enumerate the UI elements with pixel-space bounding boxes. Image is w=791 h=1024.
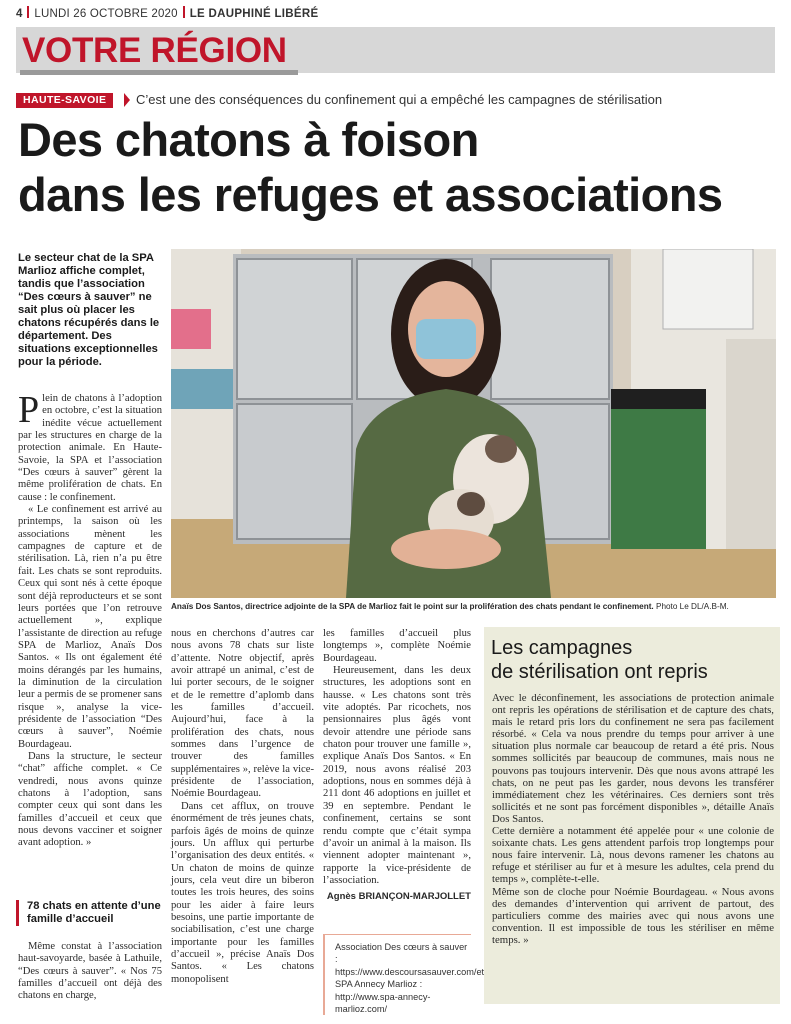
article-column-2 (171, 628, 314, 986)
photo-illustration (171, 249, 776, 598)
sidebar-body (492, 692, 774, 946)
article-paragraph: Plein de chatons à l’adoption en octobre, c’est la situation inédite vécue actuellement par les structures en charge de la protection animale. En Haute-Savoie, la SPA et l’association “Des cœurs à sauver” gèrent la même prolifération de chats. En cause : le confinement. (18, 389, 162, 503)
newspaper-name: LE DAUPHINÉ LIBÉRÉ (189, 8, 319, 20)
article-paragraph: nous en cherchons d’autres car nous avons 78 chats sur liste d’attente. Notre objectif, après avoir attrapé un animal, c’est de lui porter secours, de le soigner et de le remettre d’aplomb dans les familles d’accueil. Aujourd’hui, face à la prolifération des chats, nous sommes dans l’urgence de trouver des familles supplémentaires », relève la vice-présidente de l’association, Noémie Bourdageau. (171, 628, 314, 800)
article-paragraph: Dans la structure, le secteur “chat” affiche complet. « Ce vendredi, nous avons quinze chatons à l’adoption, sans compter ceux qui sont dans les familles d’accueil et ceux que nous devons vacciner et soigner avant adoption. » (18, 750, 162, 849)
article-paragraph: Dans cet afflux, on trouve énormément de très jeunes chats, parfois âgés de moins de quinze jours. Un afflux qui perturbe l’organisation des deux entités. « Un chaton de moins de quinze jours, cela veut dire un biberon toutes les trois heures, des soins pour les aider à faire leurs besoins, une partie importante de sociabilisation, c’est une charge importante pour les familles d’accueil », précise Anaïs Dos Santos. « Les chatons monopolisent (171, 800, 314, 985)
article-paragraph: les familles d’accueil plus longtemps », complète Noémie Bourdageau. (323, 628, 471, 664)
sidebar-title-line-1: Les campagnes (491, 637, 633, 659)
headline-line-1: Des chatons à foison (18, 113, 479, 166)
publication-date: LUNDI 26 OCTOBRE 2020 (34, 8, 178, 20)
sidebar-paragraph: Avec le déconfinement, les associations de protection animale ont repris les opérations de stérilisation et de capture des chats, mais le retard pris lors du confinement ne sera pas facilement résorbé. « Cela va nous prendre du temps pour arriver à une situation plus normale car beaucoup de retard a été pris. Nous sommes sollicités par beaucoup de communes, mais nous ne pouvons pas toujours intervenir. Dès que nous avons attrapé les chats, on ne peut pas les garder, nous devons les transférer immédiatement chez les vétérinaires. Ces derniers sont très sollicités et ne sont pas forcément disponibles », détaille Anaïs Dos Santos. (492, 692, 774, 825)
photo-credit: Photo Le DL/A.B-M. (655, 602, 729, 611)
header-divider (27, 6, 29, 18)
article-column-3 (323, 628, 471, 904)
article-subheading: 78 chats en attente d’une famille d’accueil (16, 900, 163, 926)
article-lead: Le secteur chat de la SPA Marlioz affiche complet, tandis que l’association “Des cœurs à sauver” ne sait plus où placer les chatons récupérés dans le département. Des situations exceptionnelles pour la période. (18, 252, 160, 368)
headline-line-2: dans les refuges et associations (18, 168, 723, 221)
sidebar-title-line-2: de stérilisation ont repris (491, 661, 708, 683)
article-author: Agnès BRIANÇON-MARJOLLET (326, 891, 471, 903)
photo-caption (171, 602, 781, 611)
info-box: Association Des cœurs à sauver : https://www.descoursasauver.com/et SPA Annecy Marlioz : http://www.spa-annecy-marlioz.com/ (323, 934, 471, 1015)
sidebar-paragraph: Cette dernière a notamment été appelée pour « une colonie de soixante chats. Les gens attendent parfois trop longtemps pour nous faire intervenir. Là, nous devons ramener les chatons au refuge et stériliser au fur et à mesure les adultes, cela prend du temps », complète-t-elle. (492, 825, 774, 886)
header-divider (183, 6, 185, 18)
location-tag: HAUTE-SAVOIE (16, 93, 113, 108)
caption-text: Anaïs Dos Santos, directrice adjointe de la SPA de Marlioz fait le point sur la prolifération des chats pendant le confinement. (171, 602, 654, 611)
article-paragraph: « Le confinement est arrivé au printemps, la saison où les associations mènent les campagnes de capture et de stérilisation. Là, rien n’a pu être fait. Les chats se sont reproduits. Ceux qui sont nés à cette époque sont déjà reproducteurs et se sont leurs portées que l’on retrouve actuellement », explique l’assistante de direction au refuge SPA de Marlioz, Anaïs Dos Santos. « Ils ont également été moins dérangés par les humains, la diminution de la circulation leur a permis de se promener sans risque », analyse la vice-présidente de l’association “Des cœurs à sauver”, Noémie Bourdageau. (18, 504, 162, 750)
sidebar-paragraph: Même son de cloche pour Noémie Bourdageau. « Nous avons des demandes d’intervention qui arrivent de partout, des particuliers comme des mairies avec qui nous avons une convention. Il est impossible de tous les stériliser en même temps. » (492, 885, 774, 946)
location-tag-arrow (124, 93, 130, 107)
kicker-text: C’est une des conséquences du confinement qui a empêché les campagnes de stérilisation (136, 92, 663, 107)
article-paragraph: Heureusement, dans les deux structures, les adoptions sont en hausse. « Les chatons sont très vite adoptés. Par ricochets, nos pensionnaires plus âgés vont devoir attendre une période sans chaton pour trouver une famille », explique Anaïs Dos Santos. « En 2019, nous avons réalisé 203 adoptions, nous en sommes déjà à 211 dont 46 adoptions en juillet et 39 en septembre. Pendant le confinement, certains se sont rendu compte que c’était sympa d’avoir un animal à la maison. Ils viennent adopter maintenant », rapporte la vice-présidente de l’association. (323, 665, 471, 886)
article-column-1-continued (18, 941, 162, 1003)
headline (18, 112, 778, 222)
section-title: VOTRE RÉGION (22, 31, 287, 70)
article-paragraph: Même constat à l’association haut-savoyarde, basée à Lathuile, “Des cœurs à sauver”. « Nos 75 familles d’accueil ont déjà des chatons en charge, (18, 941, 162, 1002)
page-header (16, 6, 776, 26)
page-number: 4 (16, 8, 23, 20)
sidebar-title (491, 636, 771, 684)
article-column-1 (18, 389, 162, 850)
article-photo (171, 249, 776, 598)
drop-cap: P (18, 389, 40, 431)
